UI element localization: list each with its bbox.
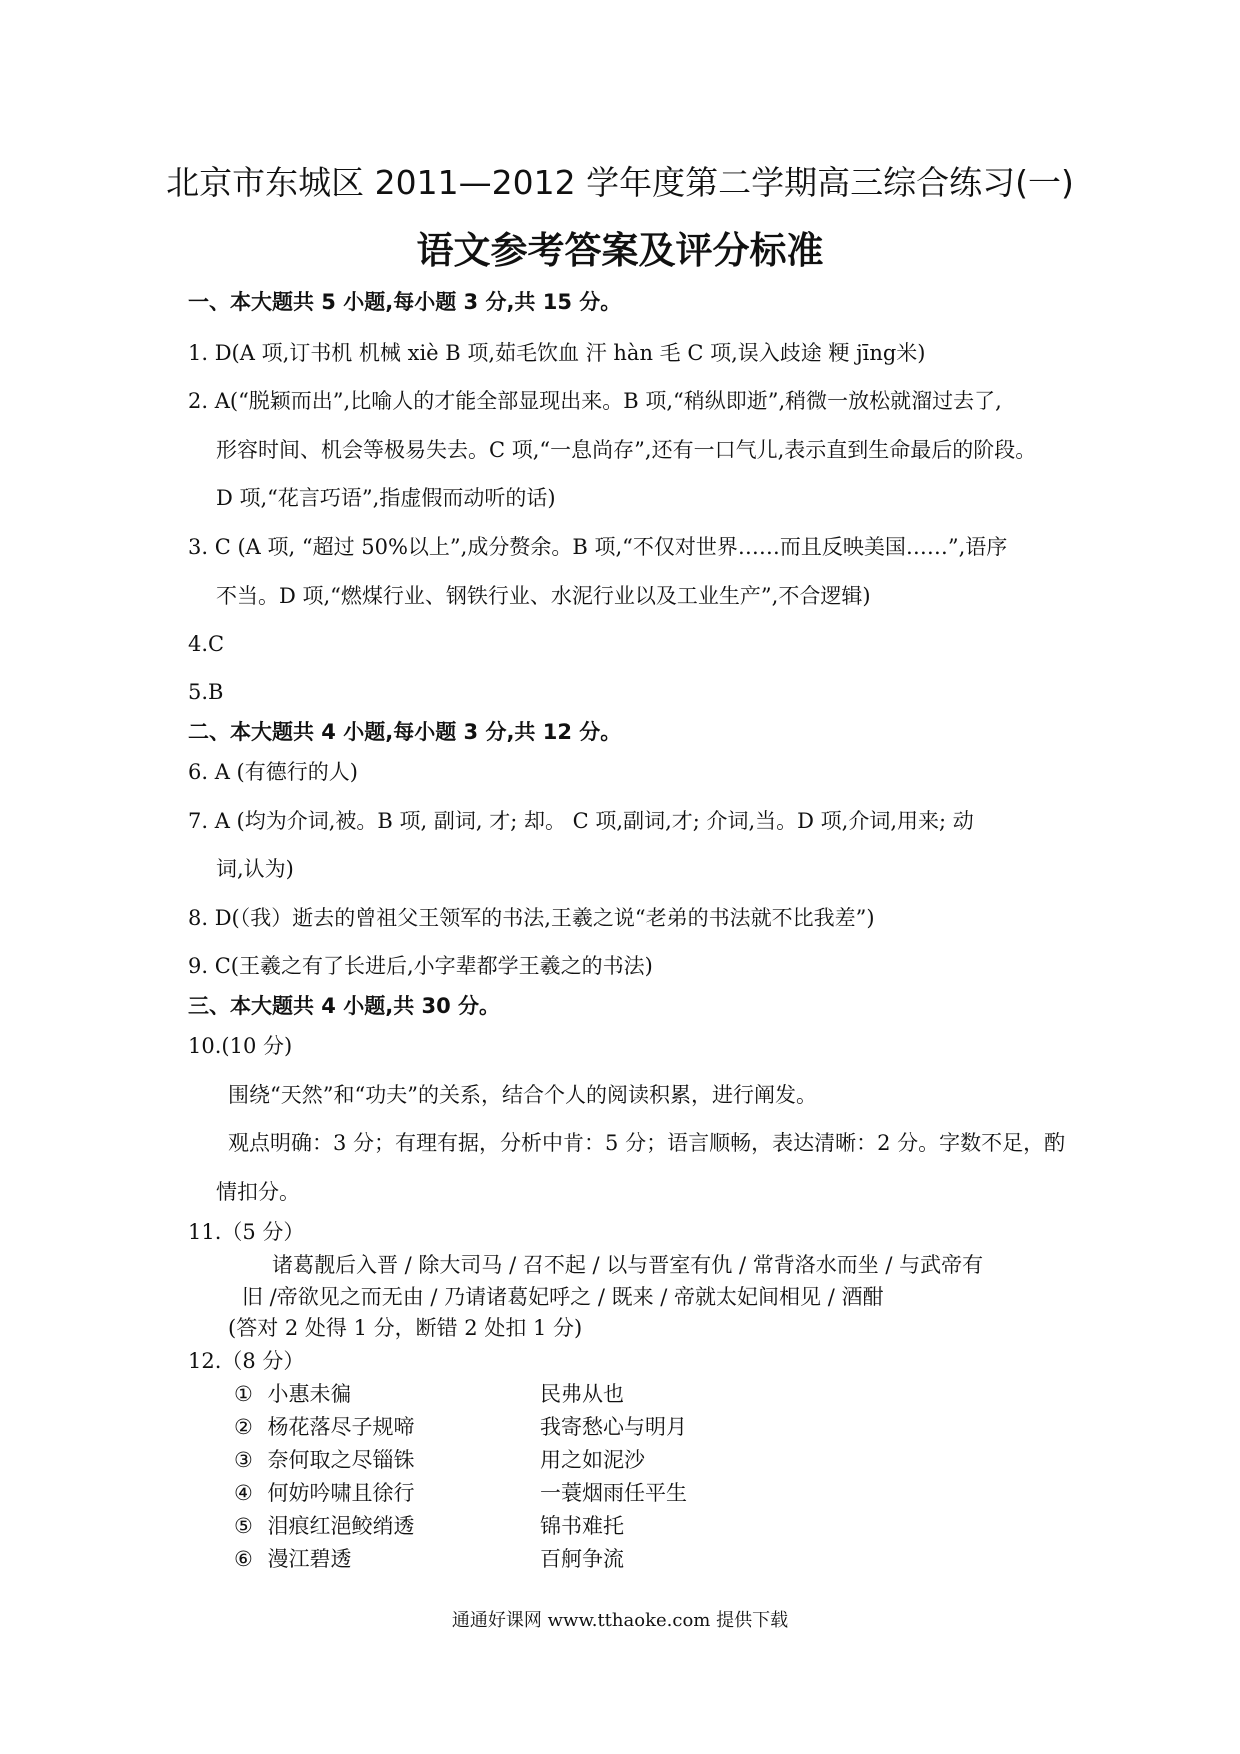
answer-line: 观点明确：3 分；有理有据，分析中肯：5 分；语言顺畅，表达清晰：2 分。字数不足，酌 [228, 1131, 1066, 1155]
answer-line: 7. A (均为介词,被。B 项, 副词, 才; 却。 C 项,副词,才; 介词,当。D 项,介词,用来; 动 [188, 809, 974, 833]
item-text-b: 百舸争流 [540, 1547, 624, 1571]
item-text-a: 小惠未徧 [267, 1382, 352, 1406]
answer-line: 6. A (有德行的人) [188, 760, 358, 784]
item-text-b: 民弗从也 [540, 1382, 624, 1406]
document-title: 北京市东城区 2011—2012 学年度第二学期高三综合练习(一) [166, 163, 1074, 202]
answer-line: 11.（5 分） [188, 1220, 305, 1244]
item-number: ② [234, 1415, 253, 1439]
list-item [234, 1511, 415, 1541]
answer-line: (答对 2 处得 1 分，断错 2 处扣 1 分) [228, 1316, 583, 1340]
answer-line: 1. D(A 项,订书机 机械 xiè B 项,茹毛饮血 汗 hàn 毛 C 项,误入歧途 粳 jīng米) [188, 341, 926, 365]
footer-download-note: 通通好课网 www.tthaoke.com 提供下载 [451, 1610, 789, 1631]
list-item [234, 1445, 415, 1475]
answer-line: 5.B [188, 680, 224, 704]
item-text-b: 一蓑烟雨任平生 [540, 1481, 687, 1505]
answer-line: 12.（8 分） [188, 1349, 305, 1373]
item-number: ③ [234, 1448, 253, 1472]
item-number: ⑥ [234, 1547, 253, 1571]
answer-line: 围绕“天然”和“功夫”的关系，结合个人的阅读积累，进行阐发。 [228, 1083, 817, 1107]
item-number: ① [234, 1382, 253, 1406]
answer-line: 3. C (A 项, “超过 50%以上”,成分赘余。B 项,“不仅对世界……而且反映美国……”,语序 [188, 535, 1008, 559]
answer-line: D 项,“花言巧语”,指虚假而动听的话) [216, 486, 556, 510]
item-text-b: 用之如泥沙 [540, 1448, 645, 1472]
document-subtitle: 语文参考答案及评分标准 [416, 229, 824, 272]
item-number: ⑤ [234, 1514, 253, 1538]
section-heading-3: 三、本大题共 4 小题,共 30 分。 [188, 994, 501, 1018]
list-item [234, 1412, 415, 1442]
answer-line: 形容时间、机会等极易失去。C 项,“一息尚存”,还有一口气儿,表示直到生命最后的阶段。 [216, 438, 1037, 462]
answer-line: 10.(10 分) [188, 1034, 293, 1058]
item-text-a: 何妨吟啸且徐行 [267, 1481, 415, 1505]
item-text-b: 我寄愁心与明月 [540, 1415, 687, 1439]
answer-line: 9. C(王羲之有了长进后,小字辈都学王羲之的书法) [188, 954, 653, 978]
answer-line: 2. A(“脱颖而出”,比喻人的才能全部显现出来。B 项,“稍纵即逝”,稍微一放松就溜过去了, [188, 389, 1002, 413]
answer-line: 4.C [188, 632, 225, 656]
list-item [234, 1478, 415, 1508]
list-item [234, 1379, 352, 1409]
answer-line: 不当。D 项,“燃煤行业、钢铁行业、水泥行业以及工业生产”,不合逻辑) [216, 584, 871, 608]
answer-line: 情扣分。 [216, 1180, 300, 1204]
answer-line: 旧 /帝欲见之而无由 / 乃请诸葛妃呼之 / 既来 / 帝就太妃间相见 / 酒酣 [242, 1285, 884, 1309]
answer-line: 诸葛靓后入晋 / 除大司马 / 召不起 / 以与晋室有仇 / 常背洛水而坐 / 与武帝有 [272, 1253, 984, 1277]
item-number: ④ [234, 1481, 253, 1505]
item-text-a: 杨花落尽子规啼 [267, 1415, 415, 1439]
item-text-b: 锦书难托 [540, 1514, 624, 1538]
answer-line: 词,认为) [216, 857, 294, 881]
item-text-a: 漫江碧透 [267, 1547, 352, 1571]
item-text-a: 奈何取之尽锱铢 [267, 1448, 415, 1472]
section-heading-2: 二、本大题共 4 小题,每小题 3 分,共 12 分。 [188, 720, 622, 744]
section-heading-1: 一、本大题共 5 小题,每小题 3 分,共 15 分。 [188, 290, 622, 314]
answer-line: 8. D(（我）逝去的曾祖父王领军的书法,王羲之说“老弟的书法就不比我差”) [188, 906, 875, 930]
item-text-a: 泪痕红浥鲛绡透 [267, 1514, 415, 1538]
list-item [234, 1544, 352, 1574]
